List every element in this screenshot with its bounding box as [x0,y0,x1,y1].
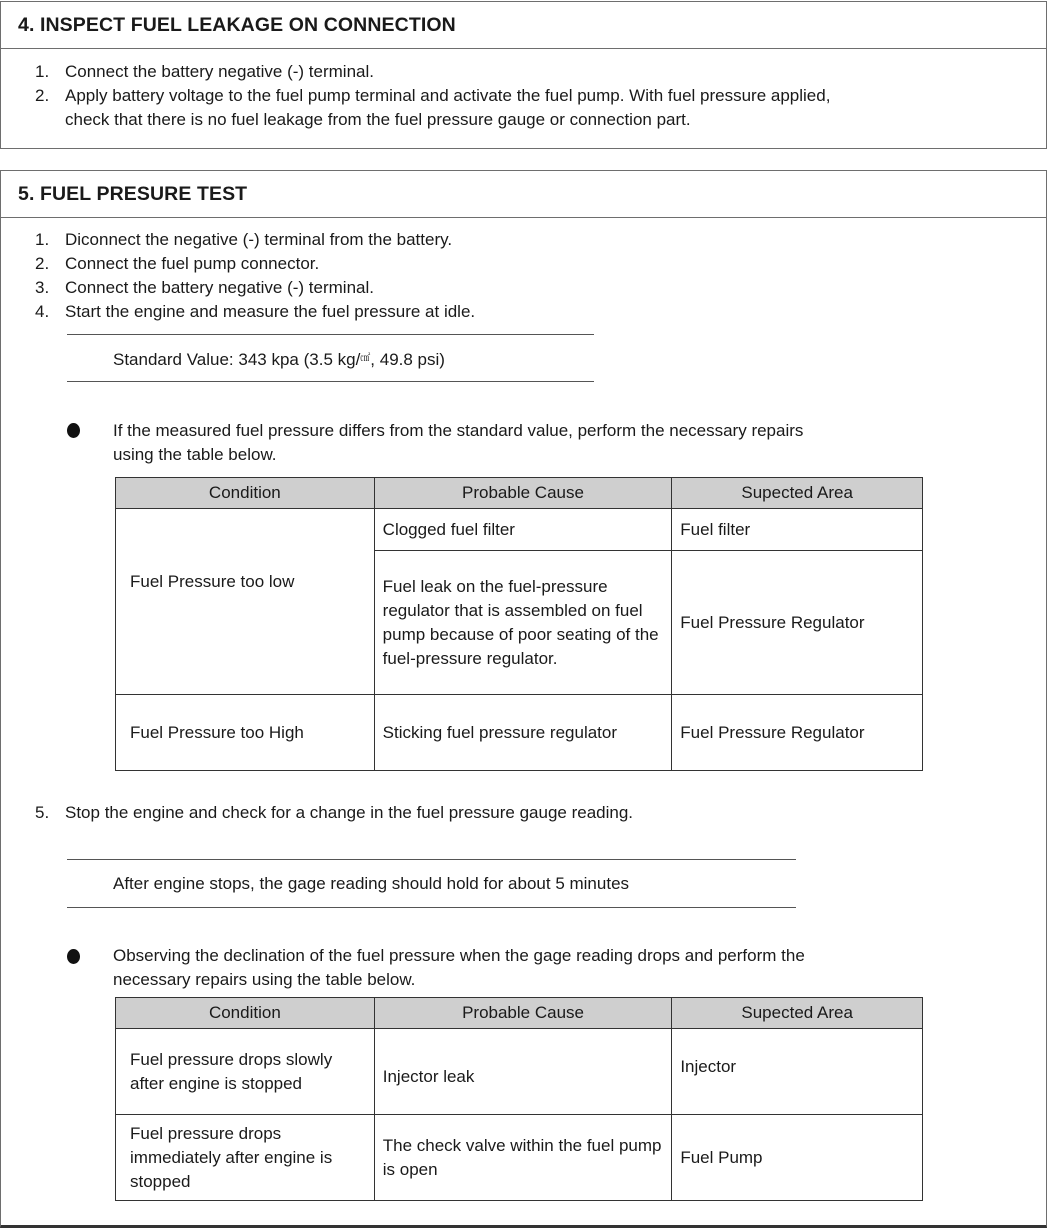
hold-spec-rule-bottom [67,907,796,908]
condition-cell: Fuel pressure drops slowly after engine is stopped [116,1029,375,1115]
section-title: 5. FUEL PRESURE TEST [1,171,1046,218]
area-cell: Fuel Pump [672,1115,923,1201]
table-header-row [116,998,923,1029]
area-cell: Fuel Pressure Regulator [672,695,923,771]
note-repair-table: If the measured fuel pressure differs from the standard value, perform the necessary repairs using the table below. [113,421,804,464]
table-row [116,1029,923,1115]
cause-cell: Sticking fuel pressure regulator [374,695,672,771]
header-suspected-area: Supected Area [672,998,923,1029]
cause-cell: Injector leak [374,1029,672,1115]
bullet-icon [67,423,80,438]
header-condition: Condition [116,998,375,1029]
standard-value-spec: Standard Value: 343 kpa (3.5 kg/㎠, 49.8 psi) [113,350,445,369]
spec-rule-top [67,334,594,335]
note-declination: Observing the declination of the fuel pressure when the gage reading drops and perform the necessary repairs using the table below. [113,946,805,989]
bullet-icon [67,949,80,964]
hold-spec: After engine stops, the gage reading should hold for about 5 minutes [113,874,630,893]
section-fuel-pressure-test: 5. FUEL PRESURE TEST 1. Diconnect the negative (-) terminal from the battery. 2. Connect the fuel pump connector. 3. Connect the battery negative (-) terminal. 4. Start the engine and measure the fuel pressure at idle. Standard Value: 343 kpa (3.5 kg/㎠, 49.8 psi) If the measured fuel pressure differs from the standard value, perform the necessary repairs using the table below. Condition Probable Cause Supected Area Fuel Pressure too low Clogged fuel filter Fuel filter Fuel leak on the fuel-pressure regulator that is assembled on fuel pump because of poor seating of the fuel-pressure regulator. Fuel Pressure Regulator Fuel Pressure too High Sticking fuel pressure regulator Fuel Pressure Regulator 5. Stop the engine and check for a change in the fuel pressure gauge reading. After engine stops, the gage reading should hold for about 5 minutes Observing the declination of the fuel pressure when the gage reading drops and perform the necessary repairs using the table below. Condition Probable Cause Supected Area Fuel pressure drops slowly after engine is stopped Injector leak Injector Fuel pressure drops immediately after engine is stopped The check valve within the fuel pump is open Fuel Pump [0,170,1047,1228]
section-inspect-fuel-leakage: 4. INSPECT FUEL LEAKAGE ON CONNECTION 1. Connect the battery negative (-) terminal. 2. Apply battery voltage to the fuel pump terminal and activate the fuel pump. With fuel pressure applied, check that there is no fuel leakage from the fuel pressure gauge or connection part. [0,1,1047,149]
header-condition: Condition [116,478,375,509]
condition-cell: Fuel Pressure too low [116,509,375,695]
pressure-drop-table [115,997,923,1201]
condition-cell: Fuel Pressure too High [116,695,375,771]
cause-cell: The check valve within the fuel pump is open [374,1115,672,1201]
pressure-diagnosis-table [115,477,923,771]
hold-spec-rule-top [67,859,796,860]
table-header-row [116,478,923,509]
table-row [116,1115,923,1201]
header-suspected-area: Supected Area [672,478,923,509]
area-cell: Injector [672,1029,923,1115]
header-probable-cause: Probable Cause [374,478,672,509]
table-row [116,695,923,771]
header-probable-cause: Probable Cause [374,998,672,1029]
area-cell: Fuel filter [672,509,923,551]
cause-cell: Fuel leak on the fuel-pressure regulator that is assembled on fuel pump because of poor seating of the fuel-pressure regulator. [374,551,672,695]
spec-rule-bottom [67,381,594,382]
table-row [116,509,923,551]
cause-cell: Clogged fuel filter [374,509,672,551]
section-title: 4. INSPECT FUEL LEAKAGE ON CONNECTION [1,2,1046,49]
condition-cell: Fuel pressure drops immediately after engine is stopped [116,1115,375,1201]
area-cell: Fuel Pressure Regulator [672,551,923,695]
